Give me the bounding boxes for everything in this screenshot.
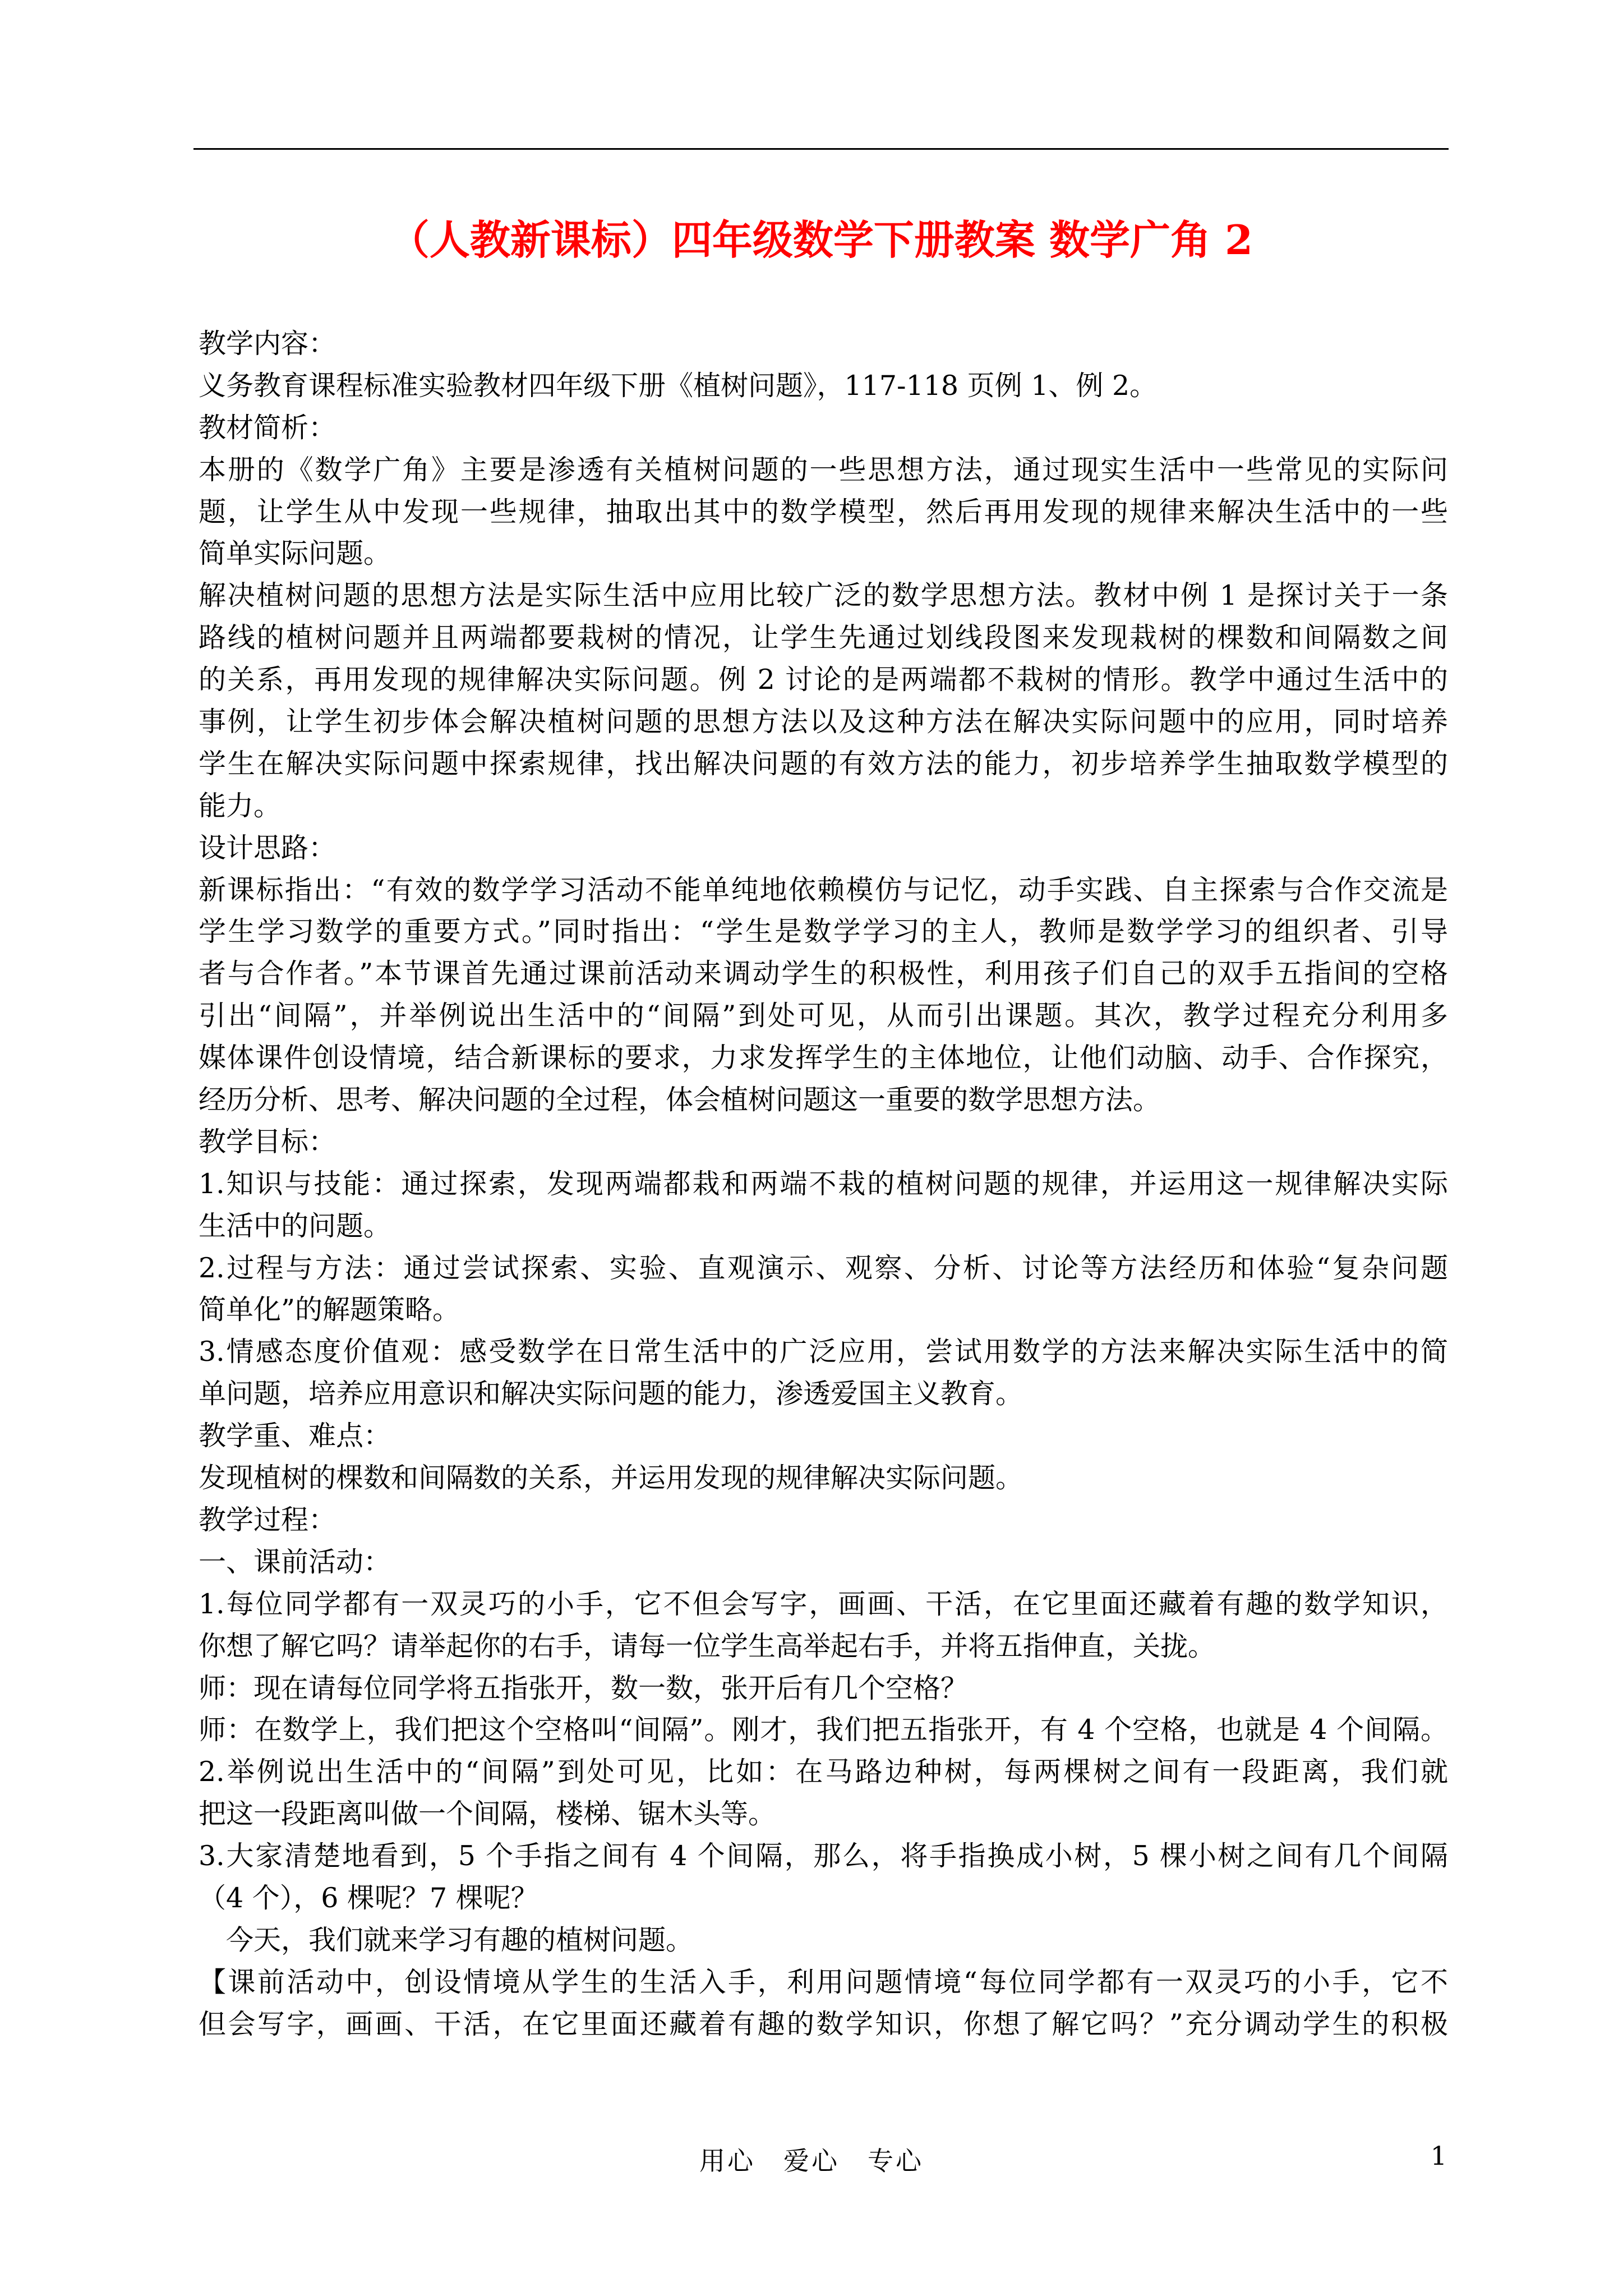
paragraph-line: 师：现在请每位同学将五指张开，数一数，张开后有几个空格？: [199, 1672, 969, 1704]
paragraph-line: 把这一段距离叫做一个间隔，楼梯、锯木头等。: [199, 1798, 776, 1830]
paragraph-line: 的关系，再用发现的规律解决实际问题。例 2 讨论的是两端都不栽树的情形。教学中通过生活中的: [199, 664, 1448, 696]
paragraph-line: （4 个），6 棵呢？7 棵呢？: [199, 1881, 538, 1914]
paragraph-line: 路线的植树问题并且两端都要栽树的情况，让学生先通过划线段图来发现栽树的棵数和间隔数之间: [199, 622, 1448, 654]
paragraph-line: 2.举例说出生活中的“间隔”到处可见，比如：在马路边种树，每两棵树之间有一段距离，我们就: [199, 1756, 1448, 1788]
paragraph-line: 发现植树的棵数和间隔数的关系，并运用发现的规律解决实际问题。: [199, 1462, 1023, 1494]
paragraph-line: 师：在数学上，我们把这个空格叫“间隔”。刚才，我们把五指张开，有 4 个空格，也就是 4 个间隔。: [199, 1714, 1448, 1746]
paragraph-line: 1.知识与技能：通过探索，发现两端都栽和两端不栽的植树问题的规律，并运用这一规律解决实际: [199, 1167, 1448, 1200]
section-heading: 教学目标：: [199, 1125, 336, 1158]
paragraph-line: 单问题，培养应用意识和解决实际问题的能力，渗透爱国主义教育。: [199, 1378, 1023, 1410]
paragraph-line: 能力。: [199, 789, 282, 822]
section-heading: 一、课前活动：: [199, 1545, 391, 1578]
paragraph-line: 3.情感态度价值观：感受数学在日常生活中的广泛应用，尝试用数学的方法来解决实际生活中的简: [199, 1336, 1448, 1368]
section-heading: 设计思路：: [199, 831, 336, 864]
header-rule: [193, 148, 1449, 150]
paragraph-line: 今天，我们就来学习有趣的植树问题。: [199, 1924, 694, 1956]
paragraph-line: 1.每位同学都有一双灵巧的小手，它不但会写字，画画、干活，在它里面还藏着有趣的数学知识，: [199, 1588, 1448, 1620]
section-heading: 教学内容：: [199, 328, 336, 360]
paragraph-line: 生活中的问题。: [199, 1209, 391, 1242]
paragraph-line: 者与合作者。”本节课首先通过课前活动来调动学生的积极性，利用孩子们自己的双手五指间的空格: [199, 958, 1448, 990]
section-heading: 教学过程：: [199, 1503, 336, 1536]
paragraph-line: 学生学习数学的重要方式。”同时指出：“学生是数学学习的主人，教师是数学学习的组织者、引导: [199, 915, 1448, 948]
paragraph-line: 2.过程与方法：通过尝试探索、实验、直观演示、观察、分析、讨论等方法经历和体验“复杂问题: [199, 1251, 1448, 1284]
section-heading: 教学重、难点：: [199, 1420, 391, 1452]
paragraph-line: 事例，让学生初步体会解决植树问题的思想方法以及这种方法在解决实际问题中的应用，同时培养: [199, 706, 1448, 738]
footer-motto: 用心 爱心 专心: [699, 2146, 924, 2176]
paragraph-line: 简单化”的解题策略。: [199, 1294, 460, 1326]
paragraph-line: 新课标指出：“有效的数学学习活动不能单纯地依赖模仿与记忆，动手实践、自主探索与合作交流是: [199, 873, 1448, 906]
paragraph-line: 【课前活动中，创设情境从学生的生活入手，利用问题情境“每位同学都有一双灵巧的小手，它不: [199, 1966, 1448, 1998]
paragraph-line: 媒体课件创设情境，结合新课标的要求，力求发挥学生的主体地位，让他们动脑、动手、合作探究，: [199, 1042, 1448, 1074]
paragraph-line: 经历分析、思考、解决问题的全过程，体会植树问题这一重要的数学思想方法。: [199, 1084, 1161, 1116]
document-title: （人教新课标）四年级数学下册教案 数学广角 2: [389, 216, 1253, 264]
paragraph-line: 但会写字，画画、干活，在它里面还藏着有趣的数学知识，你想了解它吗？”充分调动学生的积极: [199, 2008, 1448, 2040]
paragraph-line: 引出“间隔”，并举例说出生活中的“间隔”到处可见，从而引出课题。其次，教学过程充分利用多: [199, 1000, 1448, 1032]
paragraph-line: 3.大家清楚地看到，5 个手指之间有 4 个间隔，那么，将手指换成小树，5 棵小树之间有几个间隔: [199, 1840, 1448, 1872]
paragraph-line: 简单实际问题。: [199, 537, 391, 570]
document-body: [199, 323, 1448, 2046]
page-number: 1: [1430, 2141, 1447, 2171]
paragraph-line: 你想了解它吗？请举起你的右手，请每一位学生高举起右手，并将五指伸直，关拢。: [199, 1630, 1216, 1662]
paragraph-line: 本册的《数学广角》主要是渗透有关植树问题的一些思想方法，通过现实生活中一些常见的实际问: [199, 453, 1448, 486]
paragraph-line: 题，让学生从中发现一些规律，抽取出其中的数学模型，然后再用发现的规律来解决生活中的一些: [199, 495, 1448, 528]
paragraph-line: 解决植树问题的思想方法是实际生活中应用比较广泛的数学思想方法。教材中例 1 是探讨关于一条: [199, 579, 1448, 612]
paragraph-line: 义务教育课程标准实验教材四年级下册《植树问题》，117-118 页例 1、例 2。: [199, 369, 1158, 402]
section-heading: 教材简析：: [199, 411, 336, 444]
paragraph-line: 学生在解决实际问题中探索规律，找出解决问题的有效方法的能力，初步培养学生抽取数学模型的: [199, 747, 1448, 780]
